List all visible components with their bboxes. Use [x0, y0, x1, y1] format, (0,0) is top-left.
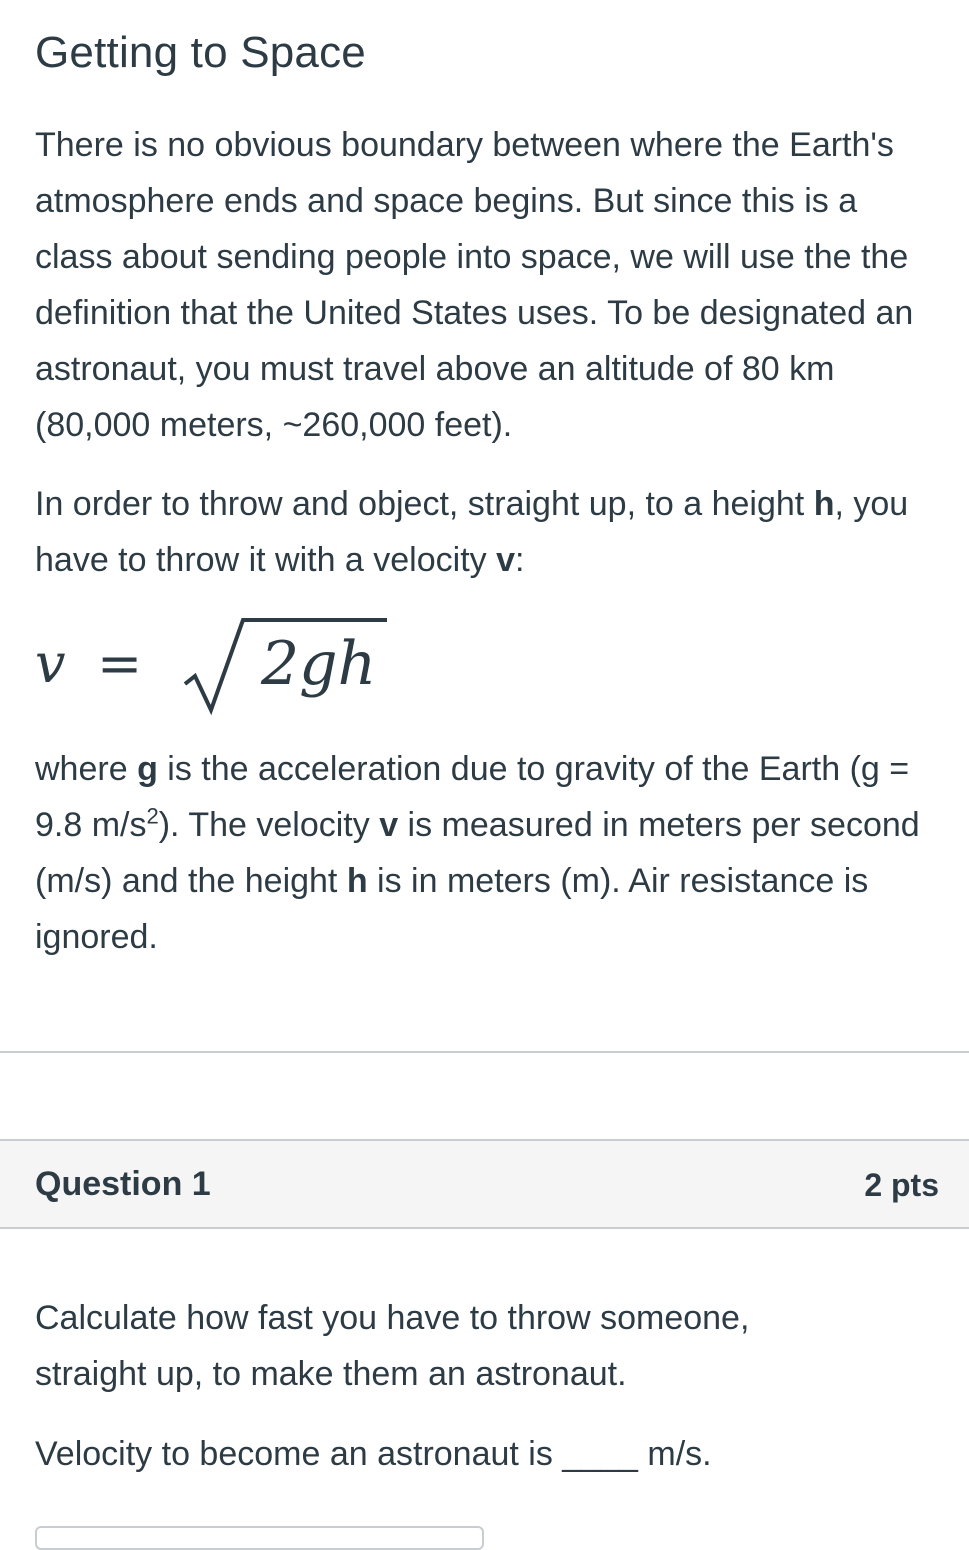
question-title: Question 1 [35, 1165, 211, 1203]
text: : [515, 541, 525, 579]
formula-radicand: 2gh [261, 629, 377, 699]
velocity-formula [35, 610, 435, 720]
height-variable: h [346, 862, 368, 900]
text: ). The velocity [158, 806, 380, 844]
page-title: Getting to Space [35, 28, 366, 77]
height-variable: h [813, 485, 835, 523]
velocity-variable: v [496, 541, 516, 579]
superscript: 2 [146, 803, 159, 829]
text: is measured in meters per second (m/s) and the height [35, 806, 920, 900]
answer-input[interactable] [35, 1526, 484, 1550]
velocity-paragraph [35, 476, 940, 588]
text: is in meters (m). Air resistance is ignored. [35, 862, 869, 956]
text: is the acceleration due to gravity of the Earth (g = 9.8 m/s [35, 750, 910, 844]
answer-prompt: Velocity to become an astronaut is ____ m/s. [35, 1435, 712, 1473]
text: where [35, 750, 138, 788]
text: , you have to throw it with a velocity [35, 485, 909, 579]
gravity-variable: g [137, 750, 158, 788]
section-divider [0, 1051, 969, 1053]
velocity-variable: v [379, 806, 399, 844]
gravity-paragraph [35, 741, 940, 965]
formula-lhs: v [35, 632, 66, 695]
formula-equals: = [97, 632, 143, 695]
question-points: 2 pts [864, 1167, 939, 1203]
text: In order to throw and object, straight up, to a height [35, 485, 814, 523]
intro-paragraph: There is no obvious boundary between where the Earth's atmosphere ends and space begins. But since this is a class about sending people into space, we will use the the definition that the United States uses. To be designated an astronaut, you must travel above an altitude of 80 km (80,000 meters, ~260,000 feet). [35, 126, 914, 444]
question-text: Calculate how fast you have to throw someone, straight up, to make them an astronaut. [35, 1299, 750, 1393]
question-header [0, 1139, 969, 1229]
